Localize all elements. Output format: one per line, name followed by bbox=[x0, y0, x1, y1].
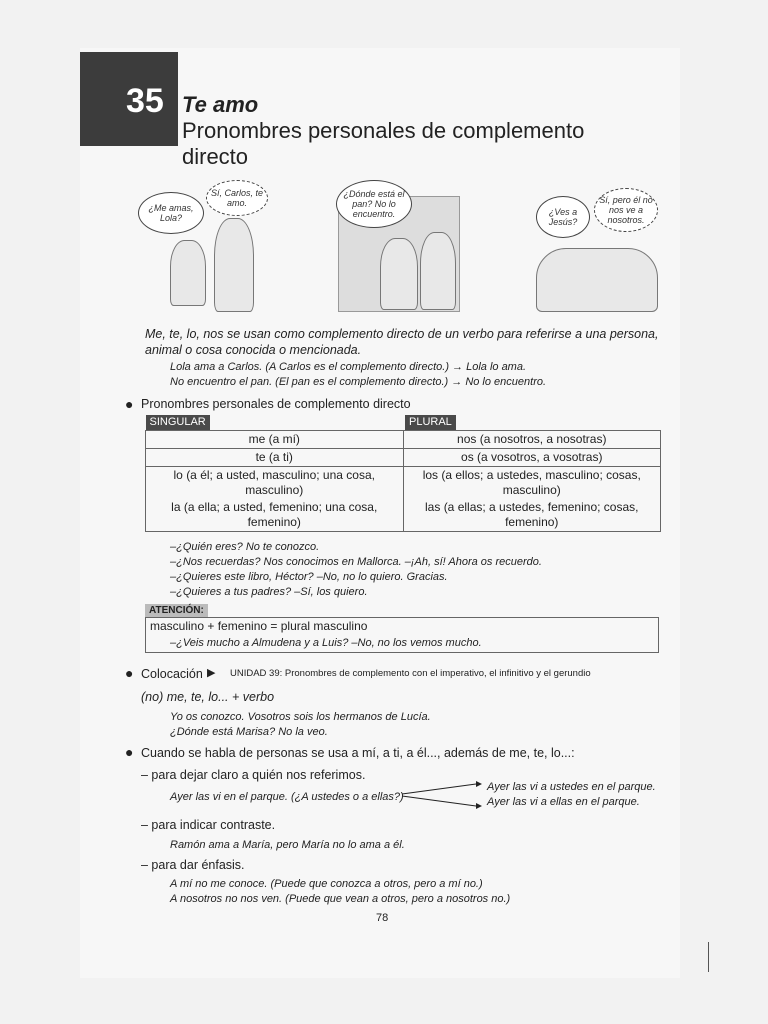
unit-number: 35 bbox=[126, 82, 164, 120]
speech-bubble: Sí, Carlos, te amo. bbox=[206, 180, 268, 216]
example-line: A nosotros no nos ven. (Puede que vean a otros, pero a nosotros no.) bbox=[170, 893, 511, 905]
intro-example: Lola ama a Carlos. (A Carlos es el complemento directo.) → Lola lo ama. bbox=[170, 361, 527, 373]
example-line: A mí no me conoce. (Puede que conozca a otros, pero a mí no.) bbox=[170, 878, 483, 890]
crowd-figure bbox=[536, 248, 658, 312]
unit-reference: UNIDAD 39: Pronombres de complemento con el imperativo, el infinitivo y el gerundio bbox=[230, 668, 591, 679]
table-cell: los (a ellos; a ustedes, masculino; cosas, masculino) bbox=[403, 467, 661, 500]
case-text: – para indicar contraste. bbox=[141, 818, 276, 832]
attention-example: –¿Veis mucho a Almudena y a Luis? –No, no los vemos mucho. bbox=[170, 637, 482, 649]
scan-mark bbox=[708, 942, 709, 972]
case-text: – para dar énfasis. bbox=[141, 858, 245, 872]
speech-bubble: ¿Me amas, Lola? bbox=[138, 192, 204, 234]
table-cell: nos (a nosotros, a nosotras) bbox=[403, 431, 661, 449]
speech-bubble: ¿Ves a Jesús? bbox=[536, 196, 590, 238]
speech-bubble: Sí, pero él no nos ve a nosotros. bbox=[594, 188, 658, 232]
example-line: –¿Quieres este libro, Héctor? –No, no lo quiero. Gracias. bbox=[170, 571, 448, 583]
table-cell: me (a mí) bbox=[146, 431, 404, 449]
example-line: –¿Quién eres? No te conozco. bbox=[170, 541, 320, 553]
speech-bubble: ¿Dónde está el pan? No lo encuentro. bbox=[336, 180, 412, 228]
example-line: –¿Quieres a tus padres? –Sí, los quiero. bbox=[170, 586, 368, 598]
character-figure bbox=[380, 238, 418, 310]
example-line: Yo os conozco. Vosotros sois los hermanos de Lucía. bbox=[170, 711, 431, 723]
plural-header: PLURAL bbox=[405, 415, 456, 430]
page-number: 78 bbox=[376, 912, 389, 924]
section-title: Cuando se habla de personas se usa a mí, a ti, a él..., además de me, te, lo...: bbox=[141, 746, 575, 760]
example-line: Ayer las vi a ustedes en el parque. bbox=[487, 781, 656, 793]
branch-arrows-icon bbox=[400, 780, 484, 810]
bullet-icon: ● bbox=[125, 744, 134, 760]
intro-example: No encuentro el pan. (El pan es el complemento directo.) → No lo encuentro. bbox=[170, 376, 547, 388]
attention-rule: masculino + femenino = plural masculino bbox=[150, 619, 368, 633]
table-row bbox=[146, 449, 661, 467]
singular-header: SINGULAR bbox=[146, 415, 210, 430]
example-line: –¿Nos recuerdas? Nos conocimos en Mallorca. –¡Ah, sí! Ahora os recuerdo. bbox=[170, 556, 542, 568]
character-figure bbox=[420, 232, 456, 310]
table-cell: las (a ellas; a ustedes, femenino; cosas, femenino) bbox=[403, 499, 661, 532]
example-line: Ayer las vi en el parque. (¿A ustedes o a ellas?) bbox=[170, 791, 404, 803]
intro-text: Me, te, lo, nos se usan como complemento directo de un verbo para referirse a una persona, animal o cosa conocida o mencionada. bbox=[145, 327, 659, 357]
character-figure bbox=[170, 240, 206, 306]
pattern-text: (no) me, te, lo... + verbo bbox=[141, 690, 275, 704]
example-line: ¿Dónde está Marisa? No la veo. bbox=[170, 726, 328, 738]
table-cell: os (a vosotros, a vosotras) bbox=[403, 449, 661, 467]
pronoun-table bbox=[145, 414, 661, 532]
example-line: Ayer las vi a ellas en el parque. bbox=[487, 796, 640, 808]
character-figure bbox=[214, 218, 254, 312]
table-row bbox=[146, 499, 661, 532]
example-line: Ramón ama a María, pero María no lo ama a él. bbox=[170, 839, 405, 851]
play-arrow-icon: ▶ bbox=[207, 667, 216, 679]
bullet-icon: ● bbox=[125, 396, 134, 412]
table-row bbox=[146, 467, 661, 500]
attention-label: ATENCIÓN: bbox=[145, 604, 208, 617]
table-cell: te (a ti) bbox=[146, 449, 404, 467]
case-text: – para dejar claro a quién nos referimos. bbox=[141, 768, 366, 782]
table-row bbox=[146, 431, 661, 449]
table-cell: la (a ella; a usted, femenino; una cosa, femenino) bbox=[146, 499, 404, 532]
unit-title: Te amo bbox=[182, 92, 259, 117]
section-title: Pronombres personales de complemento directo bbox=[141, 397, 411, 411]
unit-subtitle: Pronombres personales de complemento directo bbox=[182, 118, 585, 169]
bullet-icon: ● bbox=[125, 665, 134, 681]
section-title: Colocación bbox=[141, 667, 203, 681]
table-cell: lo (a él; a usted, masculino; una cosa, masculino) bbox=[146, 467, 404, 500]
